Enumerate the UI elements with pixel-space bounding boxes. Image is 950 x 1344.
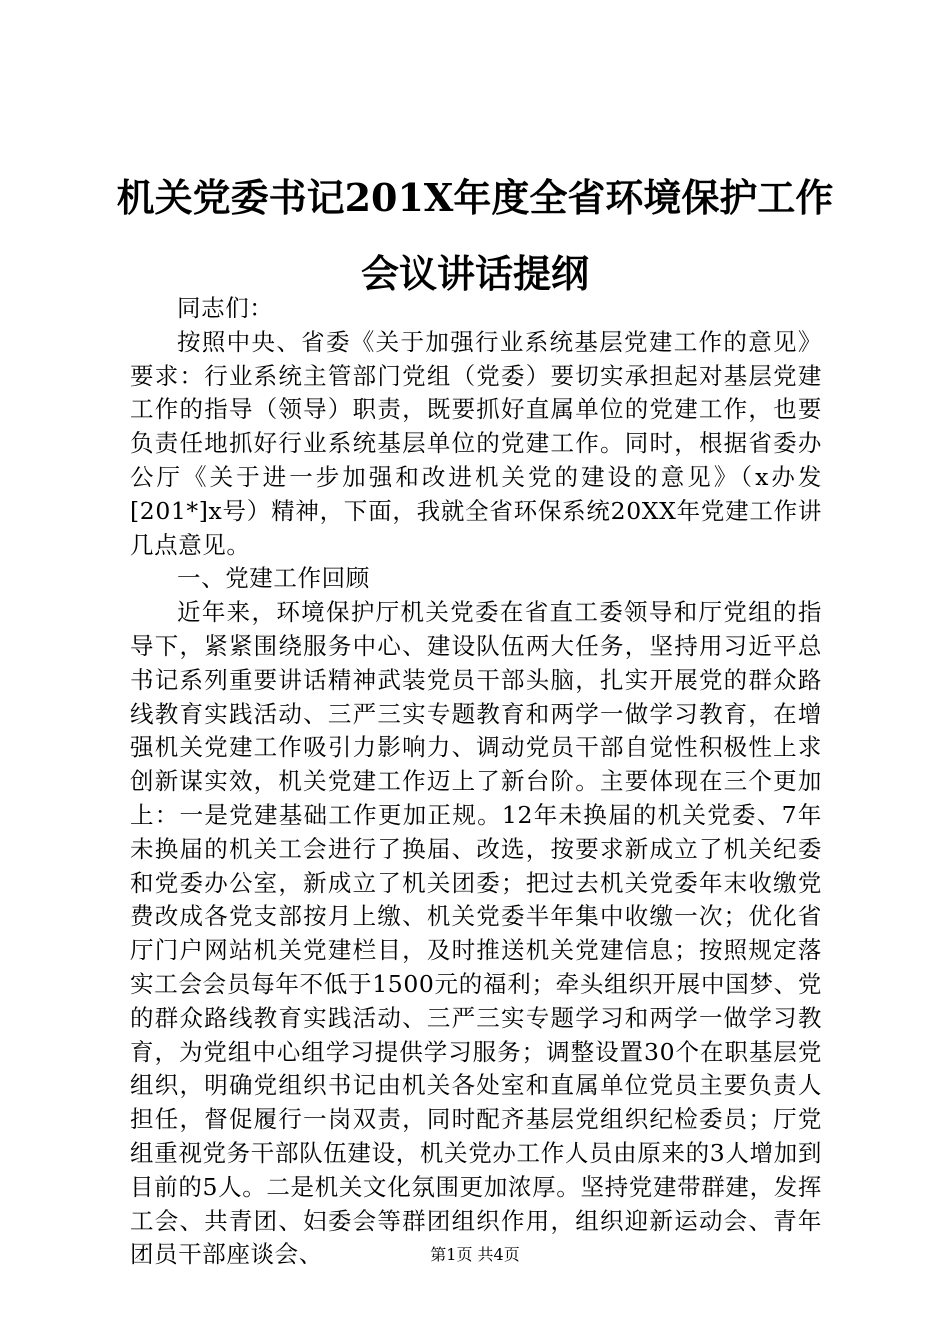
document-body [130,292,822,1272]
greeting-paragraph: 同志们： [177,294,274,322]
page-footer: 第1页 共4页 [430,1245,520,1264]
section-heading: 一、党建工作回顾 [177,564,370,593]
review-paragraph: 近年来，环境保护厅机关党委在省直工委领导和厅党组的指导下，紧紧围绕服务中心、建设队伍两大任务，坚持用习近平总书记系列重要讲话精神武装党员干部头脑，扎实开展党的群众路线教育实践活动、三严三实专题教育和两学一做学习教育，在增强机关党建工作吸引力影响力、调动党员干部自觉性积极性上求创新谋实效，机关党建工作迈上了新台阶。主要体现在三个更加上：一是党建基础工作更加正规。12年未换届的机关党委、7年未换届的机关工会进行了换届、改选，按要求新成立了机关纪委和党委办公室，新成立了机关团委；把过去机关党委年末收缴党费改成各党支部按月上缴、机关党委半年集中收缴一次；优化省厅门户网站机关党建栏目，及时推送机关党建信息；按照规定落实工会会员每年不低于1500元的福利；牵头组织开展中国梦、党的群众路线教育实践活动、三严三实专题学习和两学一做学习教育，为党组中心组学习提供学习服务；调整设置30个在职基层党组织，明确党组织书记由机关各处室和直属单位党员主要负责人担任，督促履行一岗双责，同时配齐基层党组织纪检委员；厅党组重视党务干部队伍建设，机关党办工作人员由原来的3人增加到目前的5人。二是机关文化氛围更加浓厚。坚持党建带群建，发挥工会、共青团、妇委会等群团组织作用，组织迎新运动会、青年团员干部座谈会、 [130,598,822,1269]
document-title: 机关党委书记201X年度全省环境保护工作会议讲话提纲 [116,175,834,296]
intro-paragraph: 按照中央、省委《关于加强行业系统基层党建工作的意见》要求：行业系统主管部门党组（党委）要切实承担起对基层党建工作的指导（领导）职责，既要抓好直属单位的党建工作，也要负责任地抓好行业系统基层单位的党建工作。同时，根据省委办公厅《关于进一步加强和改进机关党的建设的意见》（x办发[201*]x号）精神，下面，我就全省环保系统20XX年党建工作讲几点意见。 [130,327,822,559]
